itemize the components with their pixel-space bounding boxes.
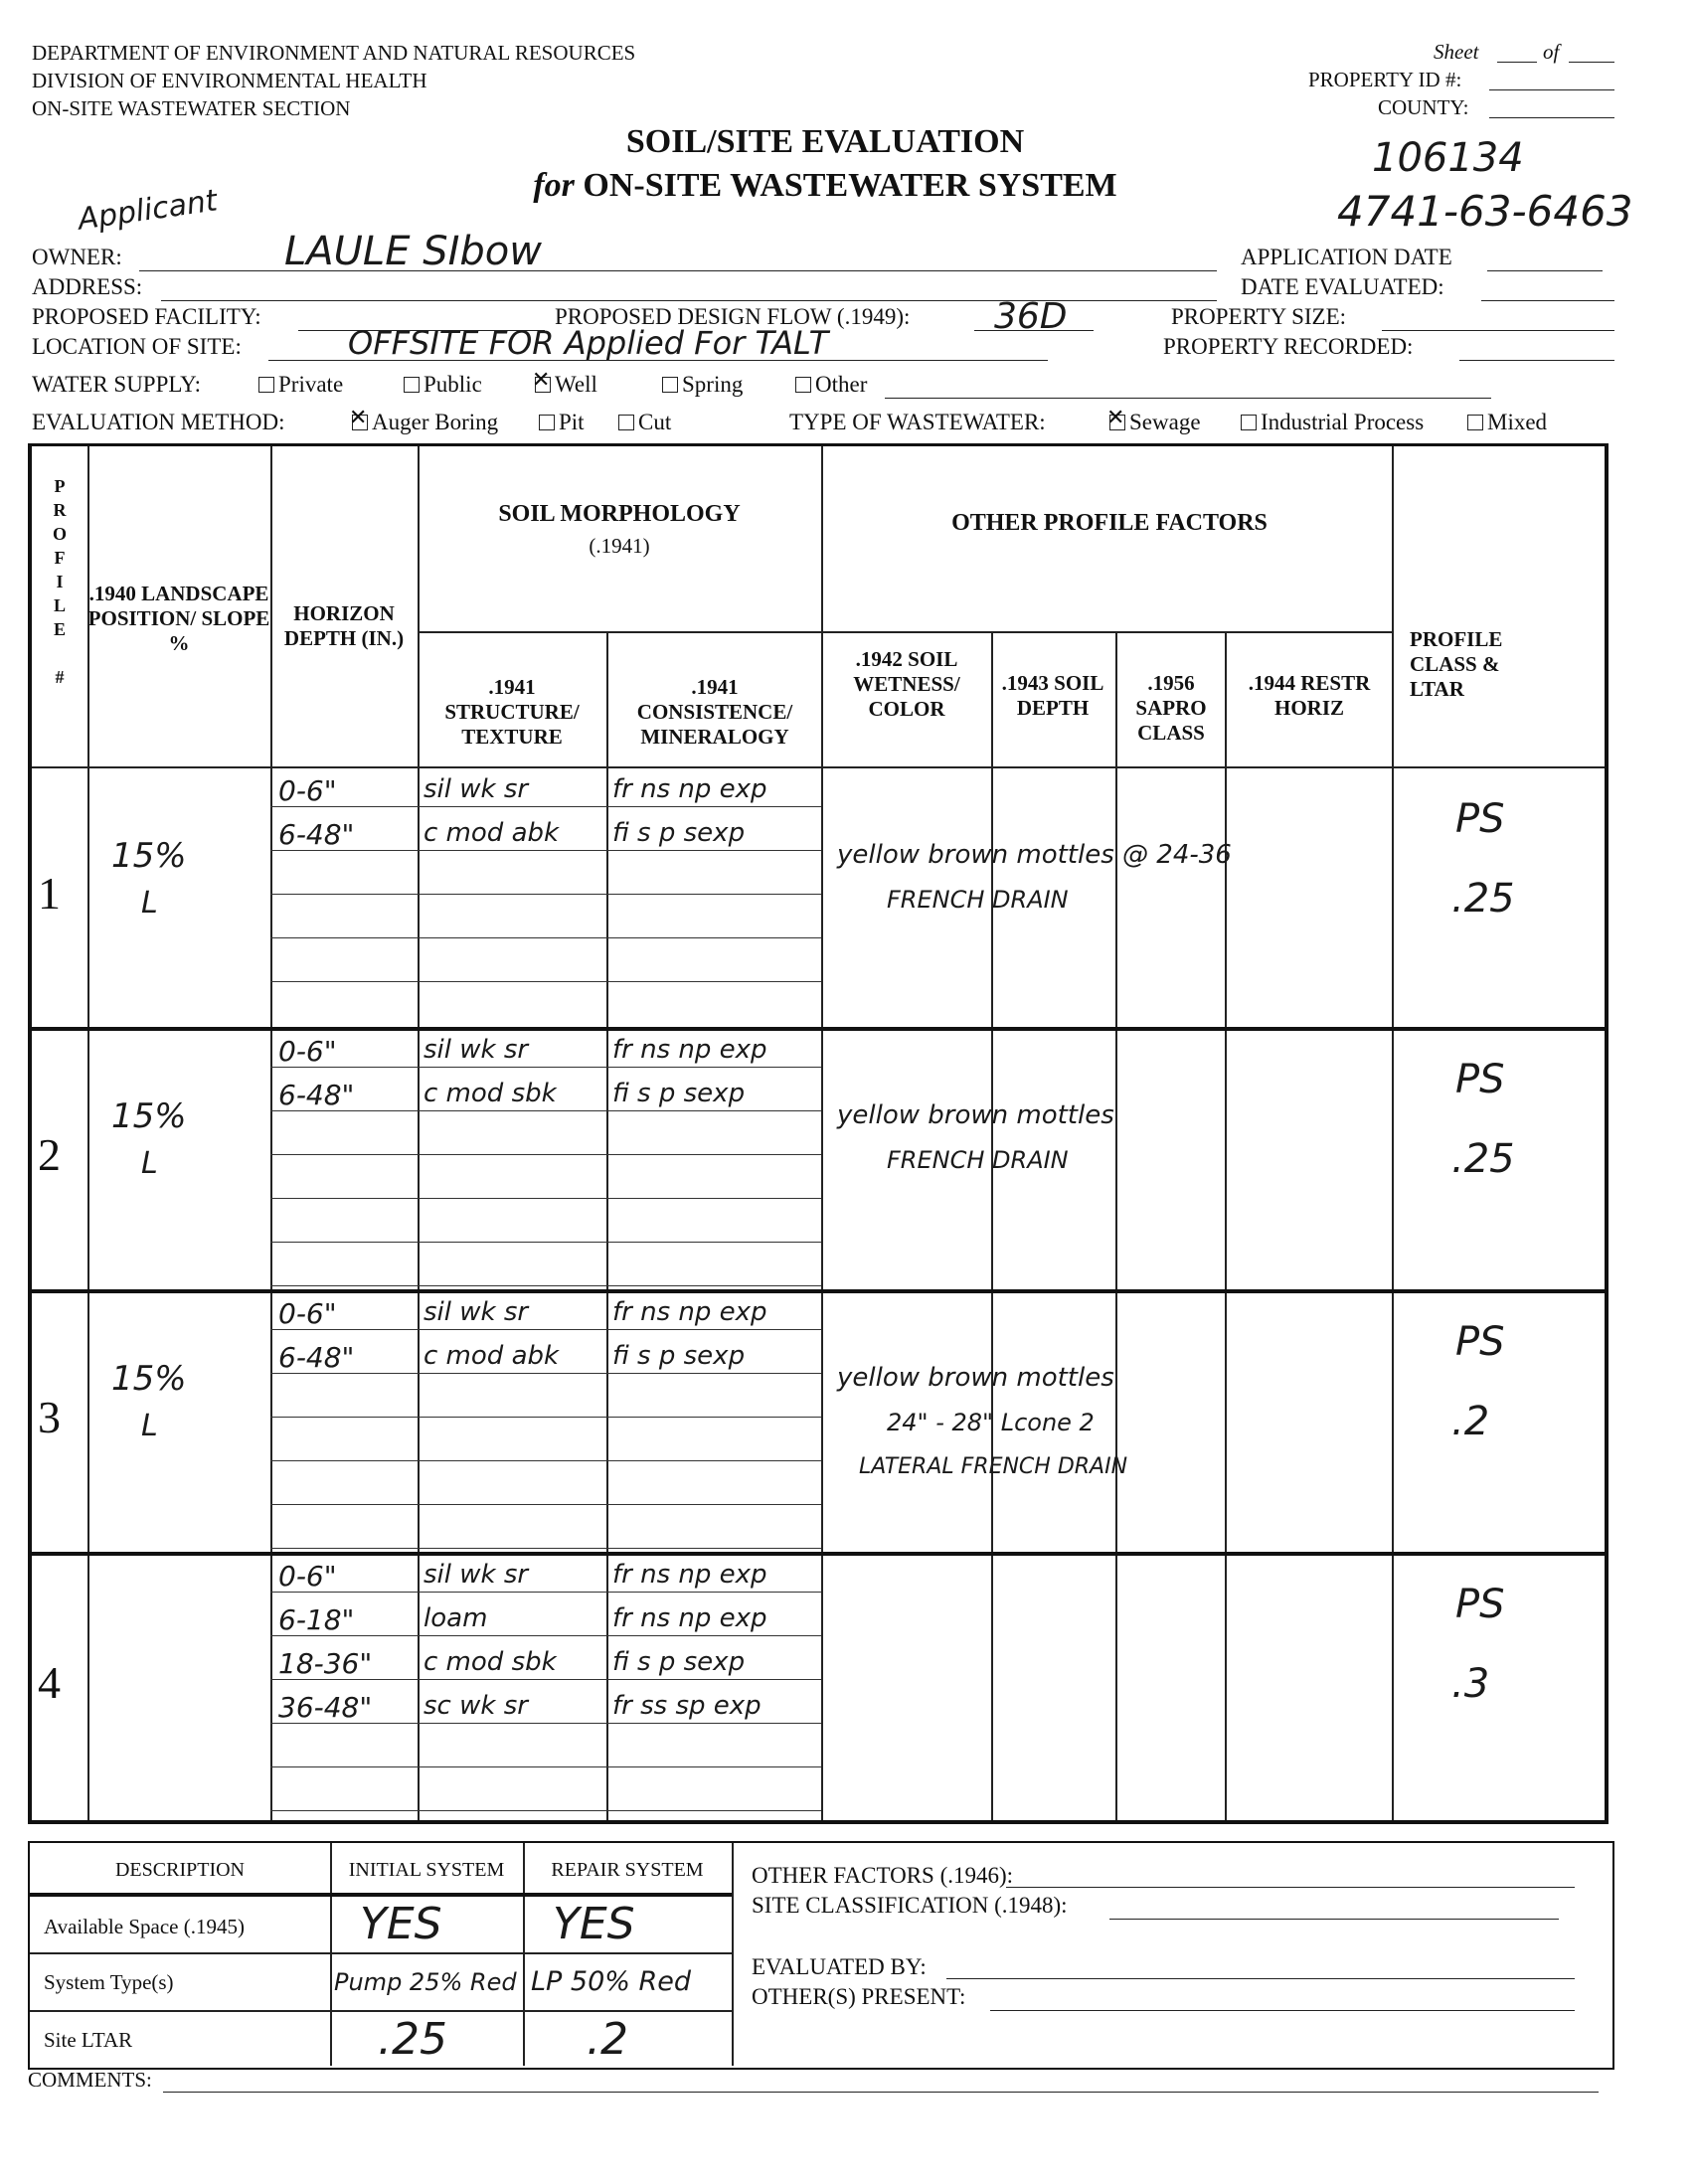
checked-box-icon [535, 377, 551, 393]
eval-pit[interactable]: Pit [539, 410, 585, 435]
water-supply-private[interactable]: Private [258, 372, 343, 398]
horizon-structure-texture: c mod abk [424, 1341, 560, 1371]
summary-site-ltar-repair: .2 [587, 2014, 628, 2065]
form-title: SOIL/SITE EVALUATION [625, 123, 1025, 160]
horizon-consistence: fr ns np exp [612, 1297, 767, 1327]
horizon-structure-texture: sil wk sr [424, 1297, 529, 1327]
profile-number: 4 [38, 1657, 61, 1708]
evaluation-method-label: EVALUATION METHOD: [32, 410, 285, 434]
summary-system-type-label: System Type(s) [44, 1970, 174, 1994]
summary-site-ltar-label: Site LTAR [44, 2028, 133, 2052]
date-evaluated-field[interactable] [1481, 300, 1614, 301]
wastewater-type-label: TYPE OF WASTEWATER: [789, 410, 1046, 434]
checkbox-icon [539, 415, 555, 430]
profile-landscape-position: L [141, 1409, 158, 1443]
agency-line-1: DEPARTMENT OF ENVIRONMENT AND NATURAL RESOURCES [32, 41, 636, 65]
summary-system-type-repair: LP 50% Red [531, 1966, 692, 1997]
profile-slope: 15% [111, 1359, 187, 1399]
profile-number: 1 [38, 868, 61, 919]
water-supply-label: WATER SUPPLY: [32, 372, 202, 397]
summary-available-space-initial: YES [360, 1899, 442, 1949]
eval-cut[interactable]: Cut [618, 410, 671, 435]
checkbox-icon [795, 377, 811, 393]
location-label: LOCATION OF SITE: [32, 334, 242, 359]
horizon-structure-texture: sil wk sr [424, 1560, 529, 1590]
horizon-consistence: fr ns np exp [612, 1560, 767, 1590]
address-label: ADDRESS: [32, 274, 143, 299]
wetness-header: .1942 SOIL WETNESS/ COLOR [853, 647, 960, 721]
profile-slope: 15% [111, 836, 187, 876]
property-size-field[interactable] [1382, 330, 1614, 331]
summary-header-initial: INITIAL SYSTEM [348, 1859, 505, 1881]
site-classification-label: SITE CLASSIFICATION (.1948): [752, 1893, 1068, 1918]
wastewater-sewage[interactable]: ✕ Sewage [1109, 410, 1201, 435]
property-id-field[interactable] [1489, 89, 1614, 90]
eval-auger-boring[interactable]: ✕ Auger Boring [352, 410, 498, 435]
checkbox-icon [618, 415, 634, 430]
horizon-depth-header: HORIZON DEPTH (IN.) [283, 601, 405, 650]
profile-class-header: PROFILE CLASS & LTAR [1410, 627, 1503, 701]
soil-morphology-code: (.1941) [589, 534, 650, 558]
title-for: for [533, 167, 575, 204]
wastewater-industrial[interactable]: Industrial Process [1241, 410, 1424, 435]
horizon-structure-texture: sil wk sr [424, 1035, 529, 1065]
application-date-field[interactable] [1487, 270, 1603, 271]
sapro-header: .1956 SAPRO CLASS [1135, 671, 1207, 745]
profile-class: PS [1455, 1319, 1505, 1365]
soil-depth-header: .1943 SOIL DEPTH [1001, 671, 1104, 720]
checkbox-icon [404, 377, 420, 393]
landscape-header: .1940 LANDSCAPE POSITION/ SLOPE % [87, 582, 270, 655]
application-date-label: APPLICATION DATE [1241, 245, 1452, 269]
horizon-depth: 6-18" [278, 1603, 355, 1636]
horizon-depth: 6-48" [278, 1341, 355, 1374]
others-present-field[interactable] [990, 2010, 1575, 2011]
sheet-label: Sheet [1434, 40, 1479, 64]
design-flow-label: PROPOSED DESIGN FLOW (.1949): [555, 304, 911, 329]
property-id-label: PROPERTY ID #: [1308, 68, 1462, 91]
checkbox-icon [1241, 415, 1257, 430]
other-profile-factors-header: OTHER PROFILE FACTORS [951, 510, 1268, 536]
evaluated-by-label: EVALUATED BY: [752, 1954, 927, 1979]
summary-site-ltar-initial: .25 [378, 2014, 447, 2065]
date-evaluated-label: DATE EVALUATED: [1241, 274, 1444, 299]
profile-landscape-position: L [141, 1146, 158, 1181]
horizon-depth: 0-6" [278, 1297, 337, 1330]
horizon-depth: 6-48" [278, 818, 355, 851]
property-recorded-field[interactable] [1459, 360, 1614, 361]
profile-header: P R O F I L E # [52, 476, 67, 687]
horizon-consistence: fi s p sexp [612, 1079, 746, 1108]
horizon-depth: 6-48" [278, 1079, 355, 1111]
profile-number: 3 [38, 1392, 61, 1442]
property-size-label: PROPERTY SIZE: [1171, 304, 1347, 329]
checkbox-icon [662, 377, 678, 393]
horizon-consistence: fr ns np exp [612, 774, 767, 804]
horizon-consistence: fi s p sexp [612, 1341, 746, 1371]
soil-morphology-header: SOIL MORPHOLOGY [498, 501, 741, 527]
horizon-structure-texture: loam [424, 1603, 488, 1633]
county-field[interactable] [1489, 117, 1614, 118]
profile-landscape-position: L [141, 886, 158, 921]
wastewater-mixed[interactable]: Mixed [1467, 410, 1547, 435]
design-flow-value: 36D [994, 296, 1068, 337]
horizon-consistence: fi s p sexp [612, 818, 746, 848]
sheet-total-field[interactable] [1569, 62, 1614, 63]
profile-ltar: .2 [1451, 1399, 1490, 1444]
property-recorded-label: PROPERTY RECORDED: [1163, 334, 1414, 359]
summary-available-space-repair: YES [553, 1899, 635, 1949]
horizon-structure-texture: c mod sbk [424, 1079, 557, 1108]
water-supply-public[interactable]: Public [404, 372, 482, 398]
horizon-depth: 0-6" [278, 774, 337, 807]
wetness-color-note-2: 24" - 28" Lcone 2 [887, 1409, 1095, 1436]
wetness-color-note-2: FRENCH DRAIN [887, 1146, 1069, 1174]
site-classification-field[interactable] [1109, 1919, 1559, 1920]
horizon-structure-texture: c mod sbk [424, 1647, 557, 1677]
profile-number: 2 [38, 1129, 61, 1180]
comments-field[interactable] [163, 2092, 1599, 2093]
other-factors-field[interactable] [1006, 1887, 1575, 1888]
profile-class: PS [1455, 796, 1505, 842]
form-subtitle: ON-SITE WASTEWATER SYSTEM [583, 167, 1117, 204]
checkbox-icon [258, 377, 274, 393]
wetness-color-note-2: FRENCH DRAIN [887, 886, 1069, 914]
consistence-header: .1941 CONSISTENCE/ MINERALOGY [636, 675, 793, 749]
checkbox-icon [1467, 415, 1483, 430]
horizon-consistence: fi s p sexp [612, 1647, 746, 1677]
handwritten-pin: 4741-63-6463 [1337, 187, 1633, 236]
water-supply-well[interactable]: ✕ Well [535, 372, 597, 398]
horizon-consistence: fr ns np exp [612, 1603, 767, 1633]
summary-section [28, 1841, 1614, 2070]
summary-available-space-label: Available Space (.1945) [44, 1915, 245, 1938]
profile-ltar: .3 [1451, 1661, 1490, 1707]
profile-ltar: .25 [1451, 1136, 1515, 1182]
water-supply-other[interactable]: Other [795, 372, 867, 398]
summary-header-repair: REPAIR SYSTEM [551, 1859, 704, 1881]
comments-label: COMMENTS: [28, 2068, 152, 2092]
other-factors-label: OTHER FACTORS (.1946): [752, 1863, 1014, 1888]
county-label: COUNTY: [1378, 95, 1469, 119]
horizon-structure-texture: c mod abk [424, 818, 560, 848]
soil-evaluation-table [28, 443, 1609, 1824]
wetness-color-note: yellow brown mottles [837, 1100, 1114, 1130]
horizon-depth: 36-48" [278, 1691, 373, 1724]
restr-header: .1944 RESTR HORIZ [1248, 671, 1371, 720]
water-supply-spring[interactable]: Spring [662, 372, 743, 398]
owner-label: OWNER: [32, 245, 122, 269]
owner-value: LAULE SIbow [284, 229, 542, 274]
horizon-structure-texture: sil wk sr [424, 774, 529, 804]
summary-system-type-initial: Pump 25% Red [334, 1968, 517, 1996]
handwritten-number: 106134 [1372, 135, 1524, 181]
profile-slope: 15% [111, 1096, 187, 1136]
horizon-structure-texture: sc wk sr [424, 1691, 528, 1721]
wetness-color-note: yellow brown mottles @ 24-36 [837, 840, 1232, 870]
horizon-consistence: fr ns np exp [612, 1035, 767, 1065]
location-value: OFFSITE FOR Applied For TALT [348, 324, 829, 362]
horizon-depth: 0-6" [278, 1560, 337, 1593]
structure-header: .1941 STRUCTURE/ TEXTURE [444, 675, 580, 749]
horizon-consistence: fr ss sp exp [612, 1691, 762, 1721]
horizon-depth: 0-6" [278, 1035, 337, 1068]
sheet-of-label: of [1543, 40, 1560, 64]
checked-box-icon [352, 415, 368, 430]
others-present-label: OTHER(S) PRESENT: [752, 1984, 966, 2009]
profile-class: PS [1455, 1057, 1505, 1102]
water-supply-other-field[interactable] [885, 398, 1491, 399]
checked-box-icon [1109, 415, 1125, 430]
agency-line-2: DIVISION OF ENVIRONMENTAL HEALTH [32, 69, 427, 92]
sheet-number-field[interactable] [1497, 62, 1537, 63]
proposed-facility-label: PROPOSED FACILITY: [32, 304, 261, 329]
wetness-color-note: yellow brown mottles [837, 1363, 1114, 1393]
evaluated-by-field[interactable] [946, 1978, 1575, 1979]
agency-line-3: ON-SITE WASTEWATER SECTION [32, 96, 351, 120]
wetness-color-note-3: LATERAL FRENCH DRAIN [859, 1454, 1128, 1479]
summary-header-description: DESCRIPTION [114, 1859, 245, 1881]
owner-annotation: Applicant [76, 183, 220, 238]
profile-ltar: .25 [1451, 876, 1515, 922]
profile-class: PS [1455, 1582, 1505, 1627]
horizon-depth: 18-36" [278, 1647, 373, 1680]
